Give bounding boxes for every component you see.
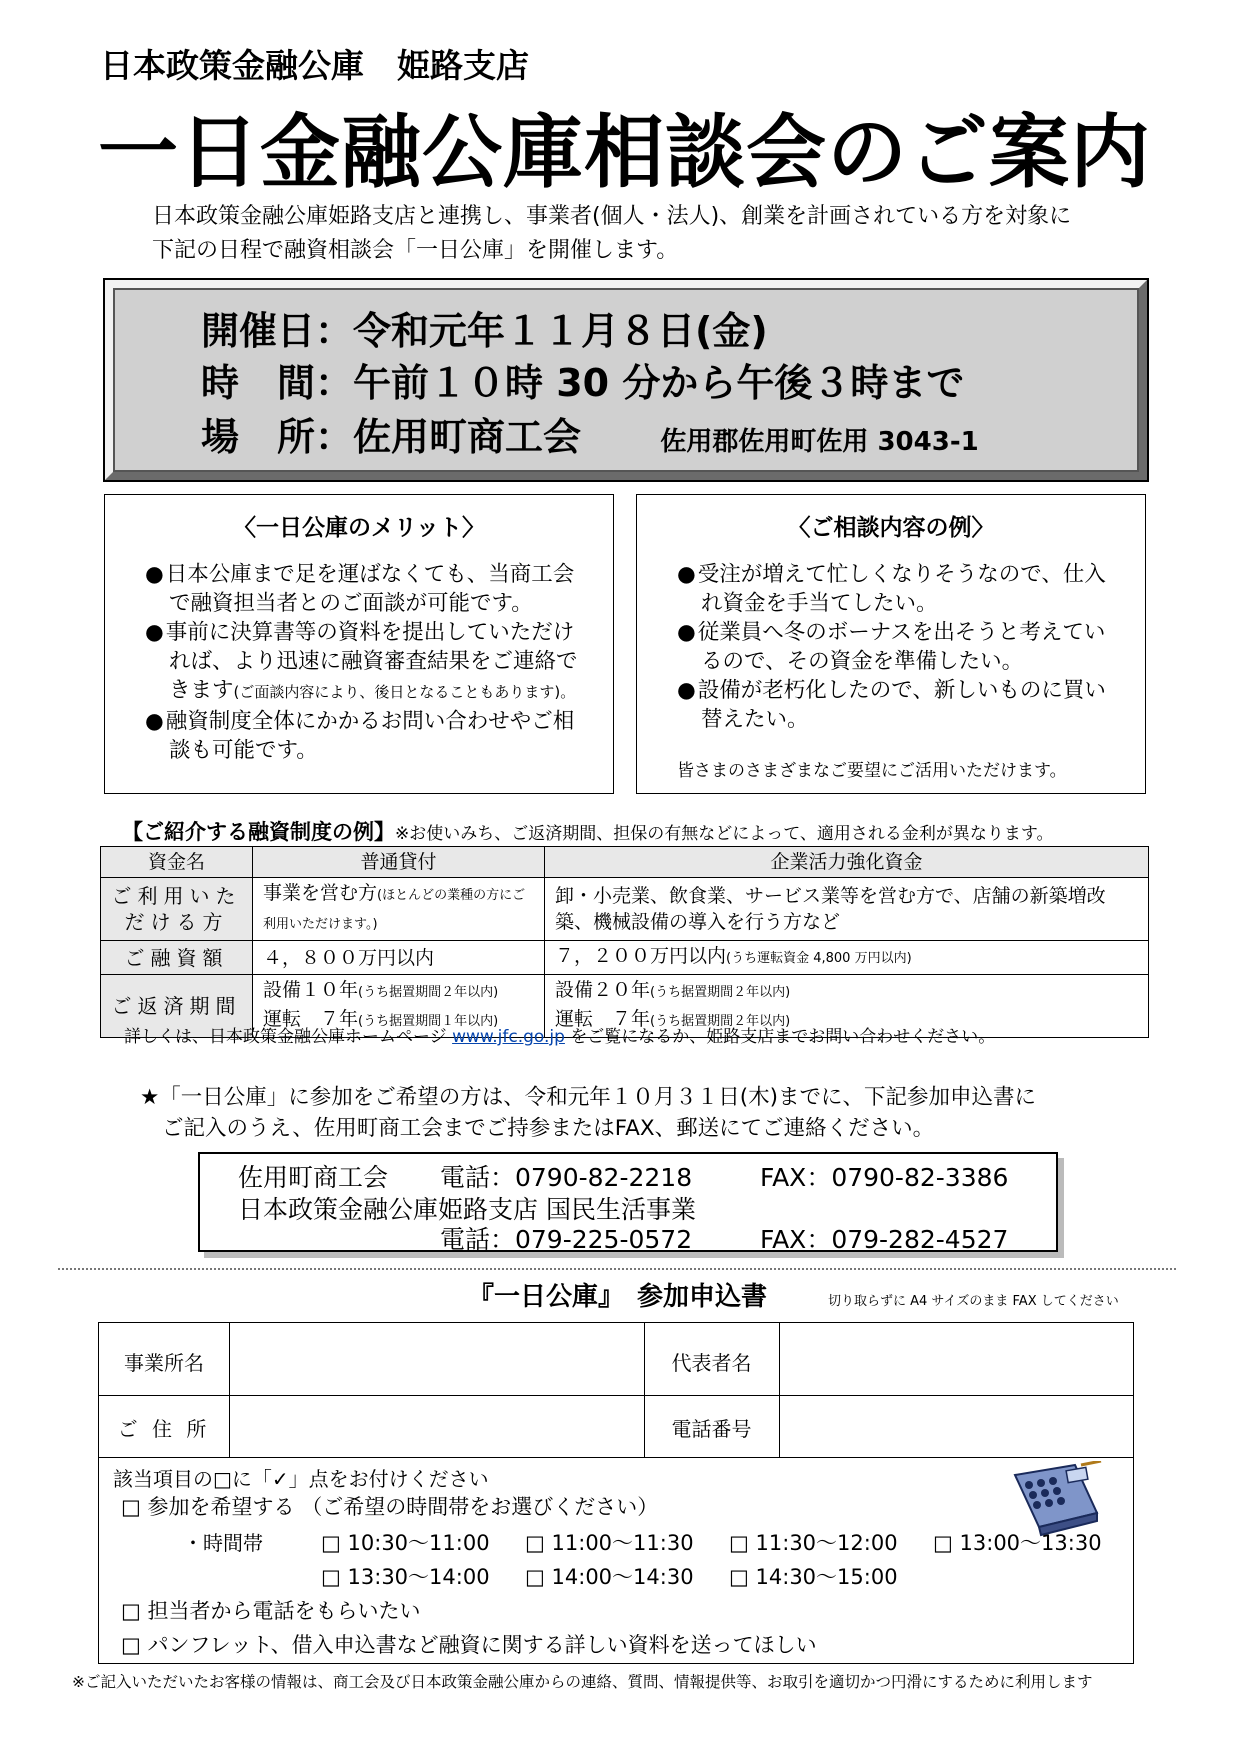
- merit-note: (ご面談内容により、後日となることもあります)。: [233, 683, 576, 701]
- table-cell: 卸・小売業、飲食業、サービス業等を営む方で、店舗の新築増改築、機械設備の導入を行う方など: [545, 878, 1149, 941]
- page-title: 一日金融公庫相談会のご案内: [98, 106, 1151, 199]
- phone-field[interactable]: [783, 1399, 1129, 1453]
- form-divider: [229, 1323, 230, 1457]
- examples-footer: 皆さまのさまざまなご要望にご活用いただけます。: [677, 761, 1067, 781]
- contact-box: [198, 1152, 1058, 1252]
- event-date: 開催日：令和元年１１月８日(金): [201, 309, 768, 353]
- table-cell: 設備１０年(うち据置期間２年以内) 運転 ７年(うち据置期間１年以内): [253, 975, 545, 1038]
- contact-org-1-tel: 電話：0790-82-2218: [440, 1163, 693, 1192]
- loan-table: [100, 846, 1149, 1038]
- organization-name: 日本政策金融公庫 姫路支店: [100, 46, 529, 85]
- timeslot-option[interactable]: □ 14:00～14:30: [525, 1565, 694, 1589]
- intro-line-1: 日本政策金融公庫姫路支店と連携し、事業者(個人・法人)、創業を計画されている方を対象に: [152, 204, 1072, 229]
- loan-note: 詳しくは、日本政策金融公庫ホームページ www.jfc.go.jp をご覧になるか、姫路支店までお問い合わせください。: [124, 1027, 996, 1047]
- merits-box: [104, 494, 614, 794]
- check-instruction: 該当項目の□に「✓」点をお付けください: [113, 1467, 489, 1491]
- row-header: ご利用いただける方: [101, 878, 253, 941]
- option-send-documents[interactable]: □ パンフレット、借入申込書など融資に関する詳しい資料を送ってほしい: [121, 1633, 817, 1657]
- address-field[interactable]: [233, 1399, 641, 1453]
- timeslot-option[interactable]: □ 13:30～14:00: [321, 1565, 490, 1589]
- form-divider: [779, 1323, 780, 1457]
- table-header: 普通貸付: [253, 847, 545, 878]
- contact-org-1-fax: FAX：0790-82-3386: [760, 1163, 1009, 1192]
- merits-list: [105, 560, 613, 765]
- cut-line: [58, 1268, 1176, 1270]
- loan-heading: 【ご紹介する融資制度の例】※お使いみち、ご返済期間、担保の有無などによって、適用される金利が異なります。: [122, 820, 1054, 844]
- event-info-box: [105, 280, 1147, 480]
- application-form: [98, 1322, 1134, 1664]
- form-divider: [99, 1457, 1133, 1458]
- apply-instructions: ★「一日公庫」に参加をご希望の方は、令和元年１０月３１日(木)までに、下記参加申込書に ご記入のうえ、佐用町商工会までご持参またはFAX、郵送にてご連絡ください。: [140, 1085, 1037, 1141]
- table-row: [101, 847, 1149, 878]
- event-address: 佐用郡佐用町佐用 3043-1: [660, 427, 979, 457]
- table-cell: ４，８００万円以内: [253, 941, 545, 975]
- calculator-icon: [1009, 1461, 1105, 1537]
- table-cell: 設備２０年(うち据置期間２年以内) 運転 ７年(うち据置期間２年以内): [545, 975, 1149, 1038]
- form-fax-note: 切り取らずに A4 サイズのまま FAX してください: [828, 1294, 1119, 1309]
- form-divider: [99, 1395, 1133, 1396]
- event-time: 時 間：午前１０時 30 分から午後３時まで: [201, 361, 965, 405]
- examples-box: [636, 494, 1146, 794]
- representative-label: 代表者名: [671, 1351, 752, 1375]
- timeslot-option[interactable]: □ 13:00～13:30: [933, 1531, 1102, 1555]
- merits-heading: 〈一日公庫のメリット〉: [232, 515, 486, 541]
- list-item: ●従業員へ冬のボーナスを出そうと考えているので、その資金を準備したい。: [677, 620, 1106, 674]
- list-item: ●事前に決算書等の資料を提出していただければ、より迅速に融資審査結果をご連絡できます(ご面談内容により、後日となることもあります)。: [145, 620, 578, 703]
- row-header: ご融資額: [101, 941, 253, 975]
- jfc-website-link[interactable]: www.jfc.go.jp: [452, 1027, 565, 1047]
- form-title: 『一日公庫』 参加申込書: [468, 1282, 768, 1312]
- table-header: 企業活力強化資金: [545, 847, 1149, 878]
- timeslot-option[interactable]: □ 11:00～11:30: [525, 1531, 694, 1555]
- address-label: ご 住 所: [117, 1417, 211, 1441]
- loan-heading-note: ※お使いみち、ご返済期間、担保の有無などによって、適用される金利が異なります。: [395, 824, 1054, 844]
- option-attend[interactable]: □ 参加を希望する （ご希望の時間帯をお選びください）: [121, 1495, 659, 1519]
- table-row: [101, 878, 1149, 941]
- table-row: [101, 941, 1149, 975]
- timeslot-option[interactable]: □ 14:30～15:00: [729, 1565, 898, 1589]
- contact-org-2-tel: 電話：079-225-0572: [440, 1225, 693, 1254]
- timeslot-option[interactable]: □ 10:30～11:00: [321, 1531, 490, 1555]
- row-header: ご返済期間: [101, 975, 253, 1038]
- privacy-note: ※ご記入いただいたお客様の情報は、商工会及び日本政策金融公庫からの連絡、質問、情報提供等、お取引を適切かつ円滑にするために利用します: [72, 1673, 1093, 1691]
- option-phone-call[interactable]: □ 担当者から電話をもらいたい: [121, 1599, 421, 1623]
- table-header: 資金名: [101, 847, 253, 878]
- intro-text: [152, 200, 1071, 268]
- contact-org-2: 日本政策金融公庫姫路支店 国民生活事業: [238, 1195, 696, 1224]
- examples-list: [637, 560, 1145, 734]
- list-item: ●設備が老朽化したので、新しいものに買い替えたい。: [677, 678, 1106, 732]
- event-place-label: 場 所：佐用町商工会: [201, 415, 582, 459]
- business-name-label: 事業所名: [124, 1351, 204, 1375]
- contact-org-1: 佐用町商工会: [238, 1163, 389, 1192]
- intro-line-2: 下記の日程で融資相談会「一日公庫」を開催します。: [152, 238, 679, 263]
- examples-heading: 〈ご相談内容の例〉: [787, 515, 995, 541]
- contact-org-2-fax: FAX：079-282-4527: [760, 1225, 1009, 1254]
- business-name-field[interactable]: [233, 1327, 641, 1391]
- table-cell: ７，２００万円以内(うち運転資金 4,800 万円以内): [545, 941, 1149, 975]
- event-place: [201, 406, 979, 461]
- table-cell: 事業を営む方(ほとんどの業種の方にご利用いただけます。): [253, 878, 545, 941]
- timeslot-label: ・時間帯: [183, 1531, 263, 1555]
- list-item: ●日本公庫まで足を運ばなくても、当商工会で融資担当者とのご面談が可能です。: [145, 562, 575, 616]
- list-item: ●受注が増えて忙しくなりそうなので、仕入れ資金を手当てしたい。: [677, 562, 1106, 616]
- representative-field[interactable]: [783, 1327, 1129, 1391]
- timeslot-option[interactable]: □ 11:30～12:00: [729, 1531, 898, 1555]
- phone-label: 電話番号: [671, 1417, 752, 1441]
- list-item: ●融資制度全体にかかるお問い合わせやご相談も可能です。: [145, 709, 575, 763]
